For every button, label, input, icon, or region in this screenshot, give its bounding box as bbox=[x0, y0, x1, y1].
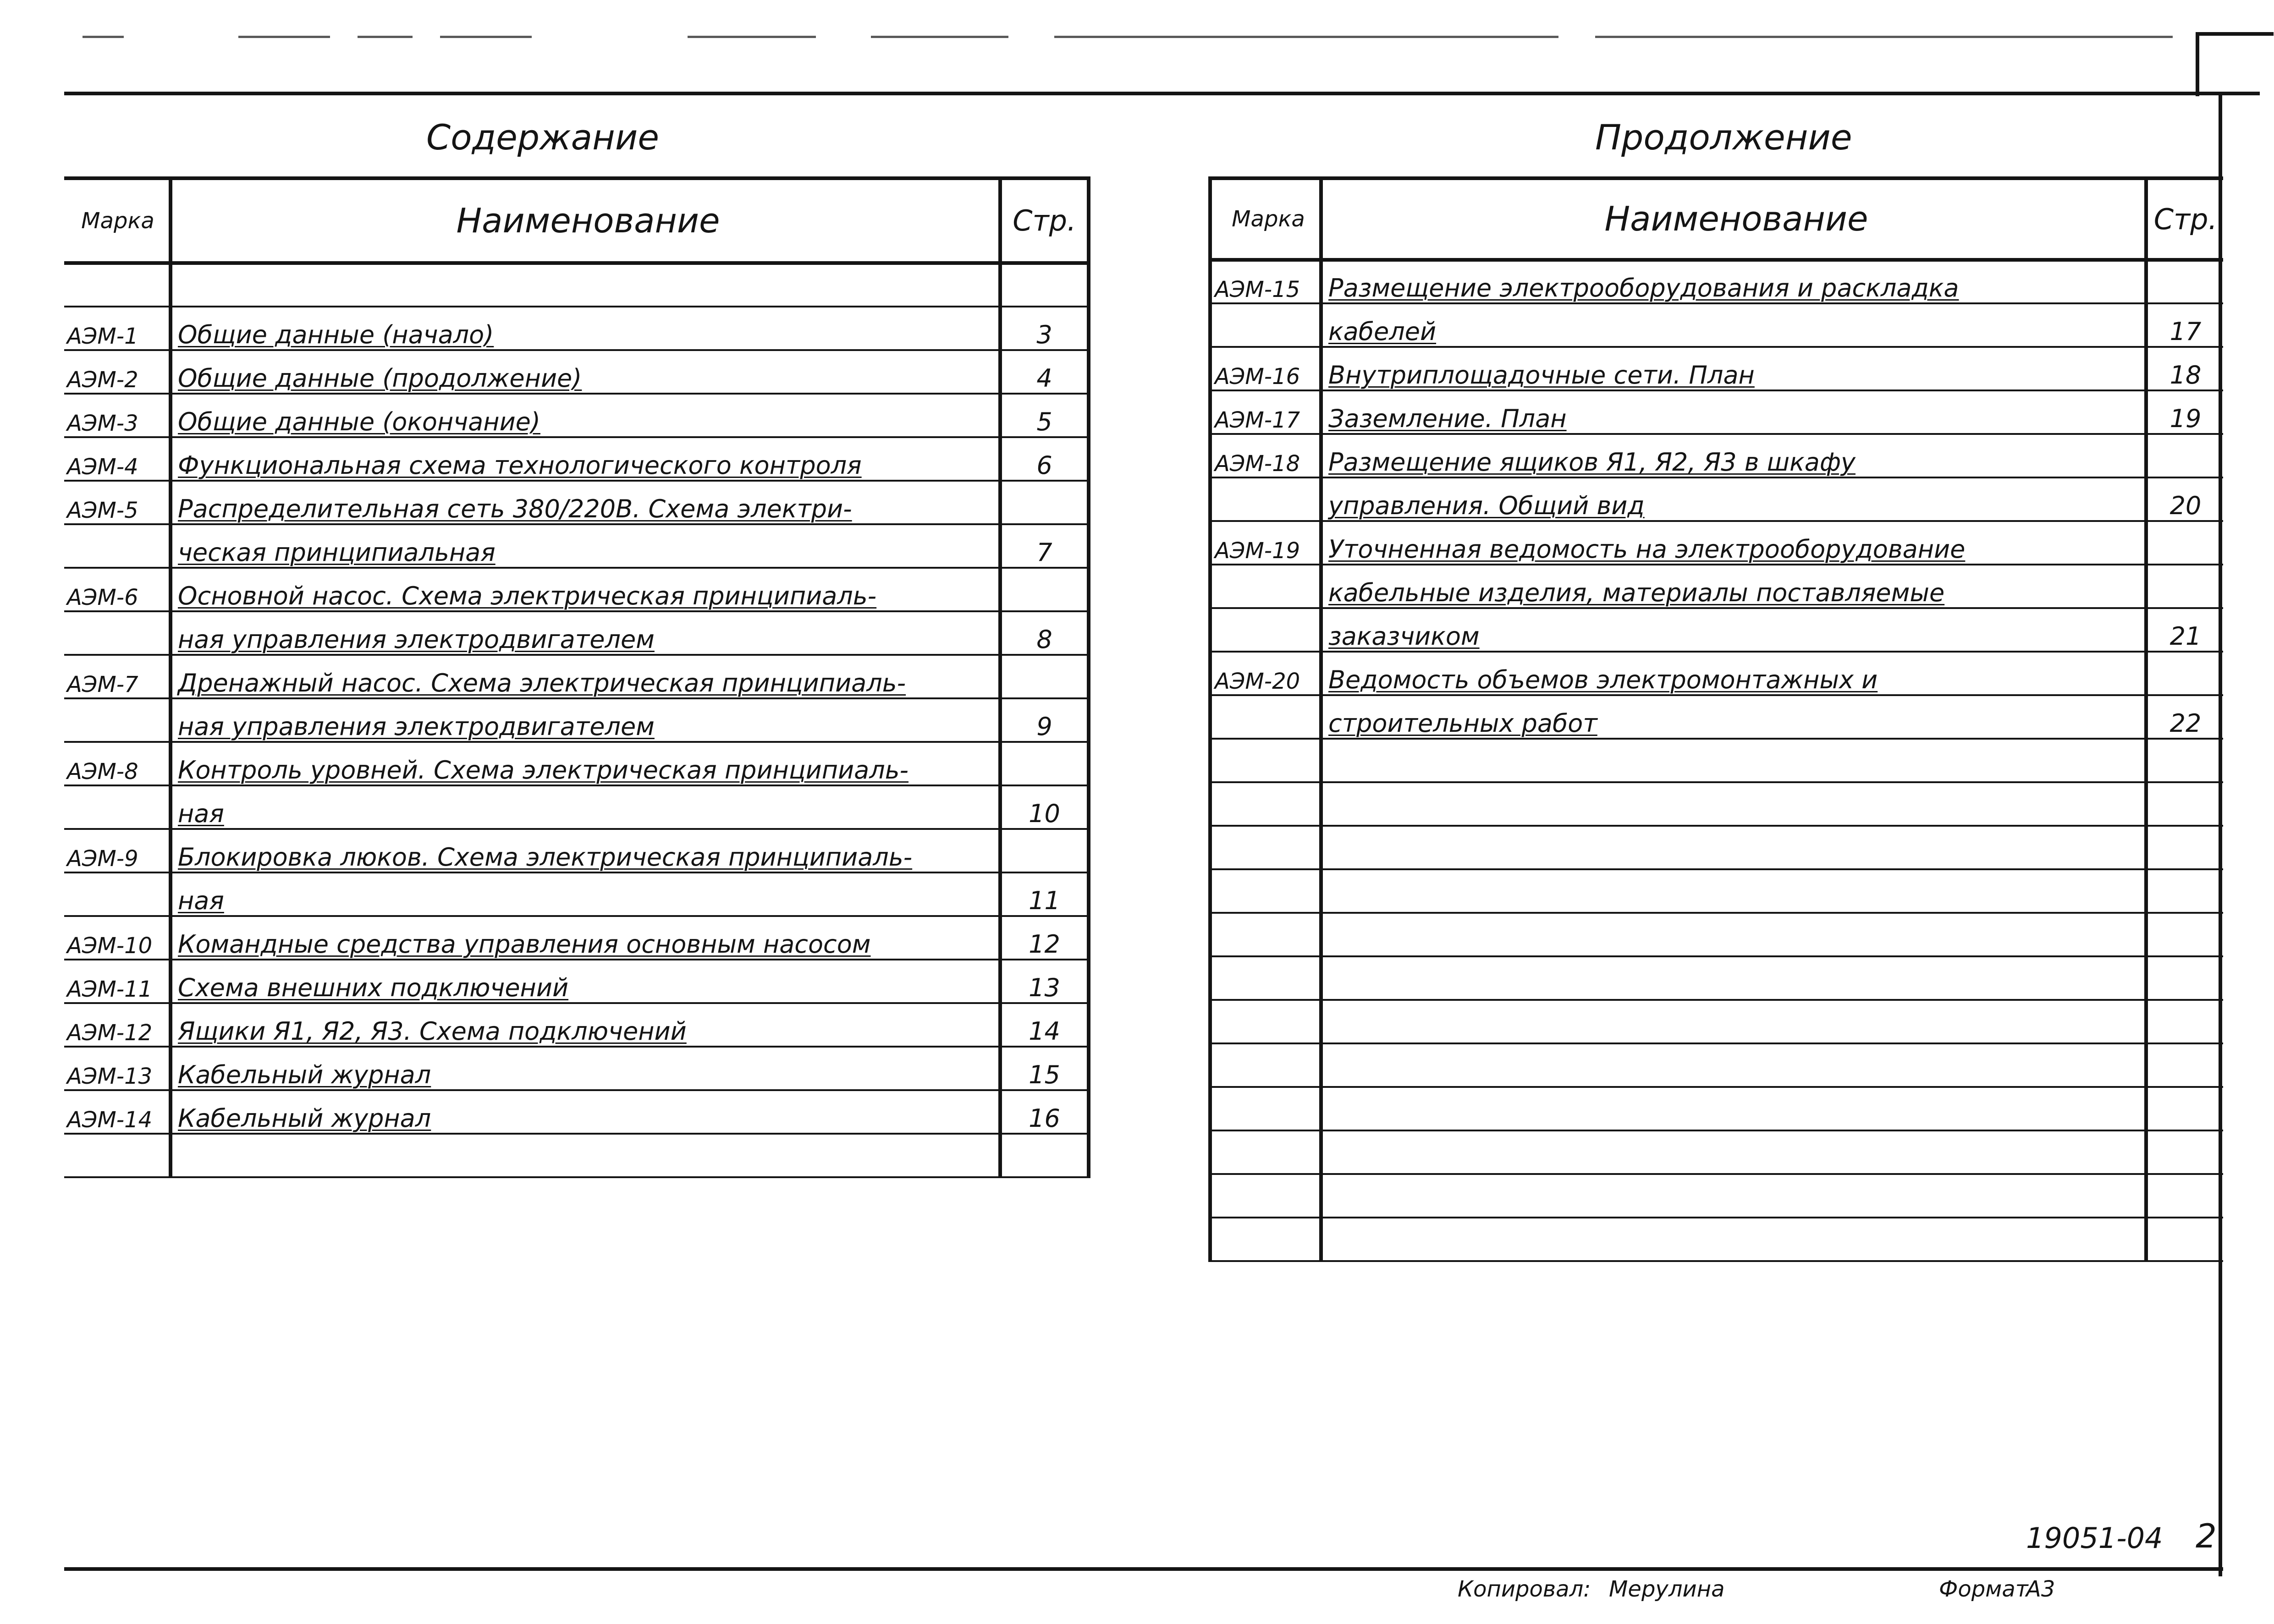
cell-code bbox=[64, 263, 171, 307]
table-row bbox=[64, 1090, 1089, 1134]
header-name: Наименование bbox=[1321, 178, 2146, 260]
cell-page bbox=[2146, 1000, 2223, 1043]
table-row bbox=[1210, 477, 2223, 521]
table-row bbox=[1210, 608, 2223, 652]
cell-page bbox=[2146, 826, 2223, 869]
left-table-body bbox=[64, 263, 1089, 1177]
cell-name: заказчиком bbox=[1321, 608, 2146, 652]
table-row bbox=[64, 916, 1089, 960]
table-row bbox=[1210, 739, 2223, 782]
cell-name: Кабельный журнал bbox=[171, 1090, 1000, 1134]
cell-page bbox=[2146, 521, 2223, 565]
cell-name: Кабельный журнал bbox=[171, 1047, 1000, 1090]
table-row bbox=[1210, 695, 2223, 739]
table-row bbox=[64, 1134, 1089, 1177]
table-row bbox=[1210, 347, 2223, 390]
cell-page: 3 bbox=[1000, 307, 1089, 350]
table-row bbox=[1210, 826, 2223, 869]
cell-name bbox=[1321, 1130, 2146, 1174]
cell-name: кабельные изделия, материалы поставляемые bbox=[1321, 565, 2146, 608]
cell-code: АЭМ-3 bbox=[64, 394, 171, 437]
top-edge-dash bbox=[871, 36, 1008, 38]
cell-code bbox=[1210, 1130, 1321, 1174]
top-edge-dash bbox=[83, 36, 124, 38]
frame-corner-mark bbox=[2196, 32, 2199, 96]
cell-page bbox=[1000, 568, 1089, 611]
cell-page: 6 bbox=[1000, 437, 1089, 481]
cell-name bbox=[1321, 1087, 2146, 1130]
cell-name: ная управления электродвигателем bbox=[171, 698, 1000, 742]
format-label: Формат bbox=[1939, 1576, 2028, 1602]
table-row bbox=[64, 307, 1089, 350]
cell-page bbox=[1000, 263, 1089, 307]
cell-code: АЭМ-9 bbox=[64, 829, 171, 872]
cell-name: Функциональная схема технологического контроля bbox=[171, 437, 1000, 481]
cell-name: Общие данные (продолжение) bbox=[171, 350, 1000, 394]
cell-page: 8 bbox=[1000, 611, 1089, 655]
table-row bbox=[1210, 1130, 2223, 1174]
cell-code: АЭМ-15 bbox=[1210, 260, 1321, 303]
table-row bbox=[1210, 1218, 2223, 1261]
cell-name: Основной насос. Схема электрическая принципиаль- bbox=[171, 568, 1000, 611]
cell-code: АЭМ-7 bbox=[64, 655, 171, 698]
cell-page bbox=[2146, 739, 2223, 782]
table-row bbox=[64, 394, 1089, 437]
cell-code bbox=[1210, 303, 1321, 347]
header-page: Стр. bbox=[1000, 178, 1089, 263]
table-row bbox=[1210, 434, 2223, 477]
top-edge-dash bbox=[688, 36, 816, 38]
table-row bbox=[1210, 565, 2223, 608]
cell-page: 17 bbox=[2146, 303, 2223, 347]
cell-code bbox=[1210, 869, 1321, 913]
table-row bbox=[1210, 956, 2223, 1000]
copied-by: Мерулина bbox=[1609, 1576, 1725, 1602]
cell-name bbox=[1321, 956, 2146, 1000]
cell-name: Общие данные (окончание) bbox=[171, 394, 1000, 437]
table-row bbox=[64, 655, 1089, 698]
cell-code bbox=[1210, 739, 1321, 782]
cell-code bbox=[1210, 782, 1321, 826]
cell-name: Уточненная ведомость на электрооборудование bbox=[1321, 521, 2146, 565]
table-row bbox=[1210, 652, 2223, 695]
cell-page bbox=[2146, 1043, 2223, 1087]
cell-page: 5 bbox=[1000, 394, 1089, 437]
frame-top-line bbox=[64, 92, 2260, 95]
cell-page bbox=[2146, 260, 2223, 303]
cell-code bbox=[64, 524, 171, 568]
table-row bbox=[64, 350, 1089, 394]
table-row bbox=[64, 785, 1089, 829]
cell-name: Заземление. План bbox=[1321, 390, 2146, 434]
right-contents-table bbox=[1208, 176, 2223, 1262]
table-row bbox=[1210, 1174, 2223, 1218]
cell-name: Дренажный насос. Схема электрическая принципиаль- bbox=[171, 655, 1000, 698]
top-edge-dash bbox=[358, 36, 413, 38]
right-table-body bbox=[1210, 260, 2223, 1261]
cell-code bbox=[64, 1134, 171, 1177]
top-edge-dash bbox=[1054, 36, 1558, 38]
cell-name: кабелей bbox=[1321, 303, 2146, 347]
table-row bbox=[1210, 521, 2223, 565]
cell-name: Схема внешних подключений bbox=[171, 960, 1000, 1003]
cell-code bbox=[1210, 477, 1321, 521]
cell-code bbox=[1210, 1000, 1321, 1043]
frame-bottom-line bbox=[64, 1567, 2223, 1571]
cell-code bbox=[1210, 1043, 1321, 1087]
cell-name: ческая принципиальная bbox=[171, 524, 1000, 568]
cell-code bbox=[1210, 1174, 1321, 1218]
cell-page: 22 bbox=[2146, 695, 2223, 739]
cell-page bbox=[2146, 1218, 2223, 1261]
cell-name: Ящики Я1, Я2, Я3. Схема подключений bbox=[171, 1003, 1000, 1047]
cell-code bbox=[1210, 608, 1321, 652]
cell-page bbox=[2146, 1130, 2223, 1174]
table-row bbox=[1210, 1043, 2223, 1087]
cell-code: АЭМ-17 bbox=[1210, 390, 1321, 434]
cell-code: АЭМ-16 bbox=[1210, 347, 1321, 390]
cell-code: АЭМ-18 bbox=[1210, 434, 1321, 477]
cell-page bbox=[2146, 434, 2223, 477]
cell-name bbox=[171, 263, 1000, 307]
cell-page bbox=[1000, 829, 1089, 872]
table-row bbox=[64, 872, 1089, 916]
table-row bbox=[64, 960, 1089, 1003]
table-row bbox=[64, 742, 1089, 785]
header-name: Наименование bbox=[171, 178, 1000, 263]
cell-page bbox=[2146, 956, 2223, 1000]
cell-name bbox=[1321, 739, 2146, 782]
table-row bbox=[1210, 390, 2223, 434]
cell-name bbox=[171, 1134, 1000, 1177]
cell-code: АЭМ-1 bbox=[64, 307, 171, 350]
table-row bbox=[64, 829, 1089, 872]
cell-page bbox=[2146, 1174, 2223, 1218]
cell-page: 12 bbox=[1000, 916, 1089, 960]
cell-page: 4 bbox=[1000, 350, 1089, 394]
cell-name: ная bbox=[171, 785, 1000, 829]
cell-page: 21 bbox=[2146, 608, 2223, 652]
cell-code bbox=[1210, 695, 1321, 739]
left-table-title: Содержание bbox=[426, 117, 659, 158]
cell-name bbox=[1321, 1000, 2146, 1043]
header-code: Марка bbox=[1210, 178, 1321, 260]
cell-page bbox=[1000, 655, 1089, 698]
cell-name: Контроль уровней. Схема электрическая принципиаль- bbox=[171, 742, 1000, 785]
cell-page: 9 bbox=[1000, 698, 1089, 742]
table-row bbox=[1210, 869, 2223, 913]
cell-page bbox=[2146, 652, 2223, 695]
left-contents-table bbox=[64, 176, 1090, 1178]
cell-code: АЭМ-11 bbox=[64, 960, 171, 1003]
cell-page bbox=[2146, 913, 2223, 956]
cell-page bbox=[2146, 869, 2223, 913]
cell-page: 14 bbox=[1000, 1003, 1089, 1047]
table-row bbox=[1210, 1087, 2223, 1130]
format-value: А3 bbox=[2026, 1576, 2055, 1602]
copied-label: Копировал: bbox=[1458, 1576, 1591, 1602]
cell-page: 15 bbox=[1000, 1047, 1089, 1090]
table-row bbox=[1210, 1000, 2223, 1043]
cell-page: 18 bbox=[2146, 347, 2223, 390]
cell-name bbox=[1321, 1218, 2146, 1261]
cell-name: строительных работ bbox=[1321, 695, 2146, 739]
cell-code bbox=[1210, 826, 1321, 869]
cell-page: 11 bbox=[1000, 872, 1089, 916]
cell-name: ная управления электродвигателем bbox=[171, 611, 1000, 655]
cell-code bbox=[1210, 565, 1321, 608]
table-row bbox=[64, 698, 1089, 742]
cell-page: 19 bbox=[2146, 390, 2223, 434]
table-row bbox=[64, 263, 1089, 307]
cell-page bbox=[1000, 481, 1089, 524]
cell-name: Ведомость объемов электромонтажных и bbox=[1321, 652, 2146, 695]
cell-name: Размещение ящиков Я1, Я2, Я3 в шкафу bbox=[1321, 434, 2146, 477]
cell-page bbox=[2146, 782, 2223, 826]
table-row bbox=[64, 568, 1089, 611]
cell-name bbox=[1321, 826, 2146, 869]
cell-name bbox=[1321, 1043, 2146, 1087]
cell-code: АЭМ-8 bbox=[64, 742, 171, 785]
cell-code: АЭМ-6 bbox=[64, 568, 171, 611]
header-code: Марка bbox=[64, 178, 171, 263]
cell-name bbox=[1321, 913, 2146, 956]
frame-corner-mark bbox=[2196, 32, 2274, 36]
cell-code bbox=[1210, 956, 1321, 1000]
cell-name bbox=[1321, 782, 2146, 826]
cell-page: 20 bbox=[2146, 477, 2223, 521]
top-edge-dash bbox=[1595, 36, 2173, 38]
cell-code: АЭМ-4 bbox=[64, 437, 171, 481]
table-row bbox=[64, 481, 1089, 524]
cell-name bbox=[1321, 869, 2146, 913]
cell-name: Блокировка люков. Схема электрическая принципиаль- bbox=[171, 829, 1000, 872]
cell-code: АЭМ-5 bbox=[64, 481, 171, 524]
cell-code: АЭМ-2 bbox=[64, 350, 171, 394]
table-row bbox=[64, 1003, 1089, 1047]
table-row bbox=[1210, 303, 2223, 347]
cell-page bbox=[1000, 742, 1089, 785]
cell-name: управления. Общий вид bbox=[1321, 477, 2146, 521]
cell-code bbox=[64, 785, 171, 829]
top-edge-dash bbox=[238, 36, 330, 38]
cell-code: АЭМ-13 bbox=[64, 1047, 171, 1090]
table-row bbox=[64, 1047, 1089, 1090]
cell-page bbox=[2146, 1087, 2223, 1130]
table-row bbox=[64, 524, 1089, 568]
cell-name: Внутриплощадочные сети. План bbox=[1321, 347, 2146, 390]
cell-code: АЭМ-20 bbox=[1210, 652, 1321, 695]
cell-page: 7 bbox=[1000, 524, 1089, 568]
cell-page bbox=[1000, 1134, 1089, 1177]
right-table-title: Продолжение bbox=[1595, 117, 1852, 158]
table-row bbox=[1210, 913, 2223, 956]
cell-name bbox=[1321, 1174, 2146, 1218]
header-page: Стр. bbox=[2146, 178, 2223, 260]
cell-page: 16 bbox=[1000, 1090, 1089, 1134]
cell-code: АЭМ-12 bbox=[64, 1003, 171, 1047]
sheet-number: 2 bbox=[2196, 1517, 2217, 1555]
cell-code: АЭМ-14 bbox=[64, 1090, 171, 1134]
cell-page: 10 bbox=[1000, 785, 1089, 829]
cell-code bbox=[1210, 1087, 1321, 1130]
cell-name: Распределительная сеть 380/220В. Схема электри- bbox=[171, 481, 1000, 524]
cell-page: 13 bbox=[1000, 960, 1089, 1003]
cell-name: Командные средства управления основным насосом bbox=[171, 916, 1000, 960]
cell-name: Общие данные (начало) bbox=[171, 307, 1000, 350]
table-row bbox=[64, 437, 1089, 481]
table-row bbox=[64, 611, 1089, 655]
cell-code bbox=[64, 872, 171, 916]
cell-code: АЭМ-19 bbox=[1210, 521, 1321, 565]
cell-code: АЭМ-10 bbox=[64, 916, 171, 960]
cell-code bbox=[1210, 913, 1321, 956]
cell-code bbox=[64, 611, 171, 655]
top-edge-dash bbox=[440, 36, 532, 38]
cell-name: ная bbox=[171, 872, 1000, 916]
table-row bbox=[1210, 782, 2223, 826]
cell-name: Размещение электрооборудования и раскладка bbox=[1321, 260, 2146, 303]
table-row bbox=[1210, 260, 2223, 303]
cell-code bbox=[1210, 1218, 1321, 1261]
cell-code bbox=[64, 698, 171, 742]
document-number: 19051-04 bbox=[2026, 1521, 2163, 1555]
cell-page bbox=[2146, 565, 2223, 608]
